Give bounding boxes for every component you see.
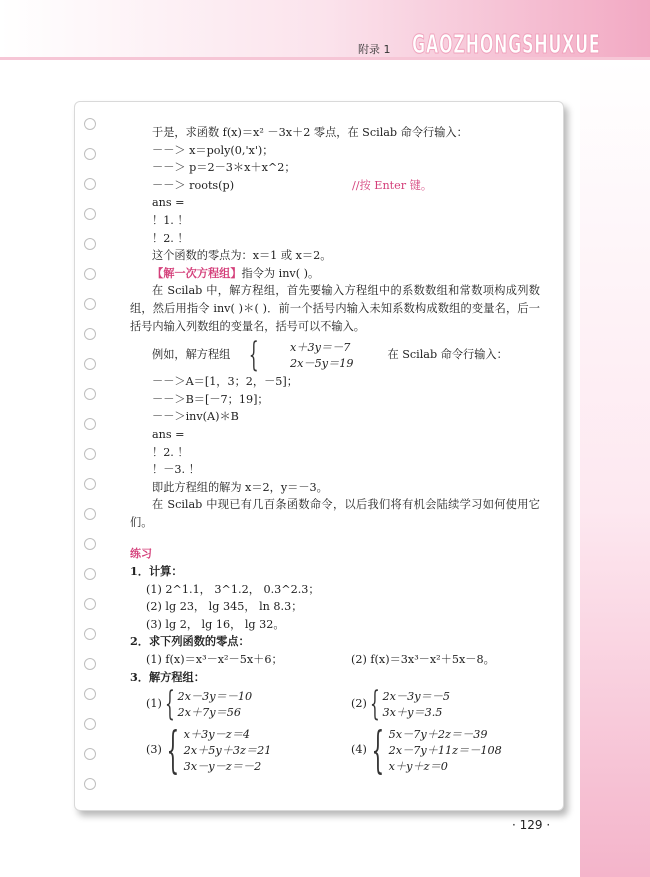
command-text: －－＞ roots(p): [152, 178, 235, 192]
binder-hole: [84, 268, 96, 280]
exercise-item: (1) f(x)＝x³－x²－5x＋6；: [146, 653, 283, 667]
output-line: ！1. ！: [152, 213, 189, 227]
equation: 5x－7y＋2z＝－39: [388, 728, 488, 742]
binder-hole: [84, 148, 96, 160]
paragraph: 在 Scilab 中，解方程组，首先要输入方程组中的系数数组和常数项构成列数组，然后用指令 inv( )＊( )．前一个括号内输入未知系数构成数组的变量名，后一括号内输入列数组的变量名，括号可以不输入。: [130, 284, 540, 333]
equation: x＋y＋z＝0: [388, 760, 448, 774]
system-item: [351, 721, 502, 780]
exercise-item: (2) f(x)＝3x³－x²＋5x－8。: [351, 653, 495, 667]
exercise-item: (1) 2^1.1， 3^1.2， 0.3^2.3；: [146, 582, 320, 596]
system-label: (2): [351, 697, 367, 711]
output-line: ans =: [152, 427, 185, 441]
header-brand: GAOZHONGSHUXUE: [412, 30, 601, 60]
exercise-question: 2．求下列函数的零点：: [130, 634, 250, 649]
system-equations: [383, 688, 451, 720]
command-line: －－＞A＝[1，3；2，－5]；: [152, 375, 298, 389]
binder-hole: [84, 748, 96, 760]
command-line: －－＞ p＝2－3＊x＋x^2；: [152, 161, 296, 175]
system-item: [351, 684, 451, 725]
brace-symbol: {: [166, 721, 180, 780]
command-line: －－＞inv(A)＊B: [152, 410, 239, 424]
command-line: [130, 177, 540, 195]
equation: 3x＋y＝3.5: [382, 706, 443, 720]
binder-hole: [84, 778, 96, 790]
brace-symbol: {: [249, 335, 259, 376]
binder-hole: [84, 298, 96, 310]
header-label: 附录 1: [358, 43, 391, 56]
output-line: ！2. ！: [152, 445, 189, 459]
output-line: ans =: [152, 196, 185, 210]
output-line: ！2. ！: [152, 231, 189, 245]
brace-symbol: {: [164, 684, 175, 725]
output-line: ！－3. ！: [152, 463, 200, 477]
binder-hole: [84, 628, 96, 640]
example-suffix: 在 Scilab 命令行输入：: [387, 348, 508, 362]
system-item: [146, 684, 351, 725]
exercise-row: [130, 651, 540, 669]
example-prefix: 例如，解方程组: [152, 348, 231, 362]
system-row: [130, 721, 540, 780]
binder-hole: [84, 418, 96, 430]
system-row: [130, 684, 540, 725]
command-line: －－＞ x＝poly(0,'x')；: [152, 143, 274, 157]
equation: 2x－5y＝19: [289, 357, 354, 371]
binder-hole: [84, 538, 96, 550]
right-decor-strip: [580, 60, 650, 877]
equation: 3x－y－z＝－2: [183, 760, 262, 774]
binder-hole: [84, 598, 96, 610]
brace-symbol: {: [369, 684, 380, 725]
binder-hole: [84, 718, 96, 730]
binder-hole: [84, 208, 96, 220]
page-number: · 129 ·: [512, 818, 551, 832]
system-label: (1): [146, 697, 162, 711]
exercise-item: (3) lg 2， lg 16， lg 32。: [146, 617, 285, 631]
paragraph: 在 Scilab 中现已有几百条函数命令，以后我们将有机会陆续学习如何使用它们。: [130, 498, 540, 529]
system-equations: [178, 688, 253, 720]
system-equations: [184, 726, 272, 774]
equation: 2x－3y＝－10: [177, 690, 253, 704]
system-item: [146, 721, 351, 780]
section-title-rest: 指令为 inv( )。: [241, 266, 320, 280]
binder-hole: [84, 568, 96, 580]
conclusion-text: 这个函数的零点为：x＝1 或 x＝2。: [152, 249, 332, 263]
binder-hole: [84, 508, 96, 520]
exercise-item: (2) lg 23， lg 345， ln 8.3；: [146, 600, 303, 614]
intro-text: 于是，求函数 f(x)＝x² －3x＋2 零点，在 Scilab 命令行输入：: [152, 126, 468, 139]
binder-hole: [84, 688, 96, 700]
exercise-question: 1．计算：: [130, 564, 183, 579]
binder-hole: [84, 658, 96, 670]
binder-hole: [84, 358, 96, 370]
solution-text: 即此方程组的解为 x＝2，y＝－3。: [152, 480, 328, 494]
equation: x＋3y－z＝4: [183, 728, 250, 742]
equation: 2x＋5y＋3z＝21: [183, 744, 272, 758]
section-title: 【解一次方程组】: [152, 265, 242, 280]
command-comment: //按 Enter 键。: [352, 178, 433, 192]
command-line: －－＞B＝[－7；19]；: [152, 392, 269, 406]
exercise-question: 3．解方程组：: [130, 669, 205, 684]
system-label: (3): [146, 743, 162, 757]
binder-hole: [84, 388, 96, 400]
system-label: (4): [351, 743, 367, 757]
example-system: [130, 335, 540, 376]
exercise-title: 练习: [130, 547, 152, 561]
example-equations: [268, 339, 353, 371]
equation: 2x－3y＝－5: [382, 690, 451, 704]
brace-symbol: {: [371, 721, 385, 780]
binder-hole: [84, 448, 96, 460]
binder-hole: [84, 238, 96, 250]
section-heading: [130, 265, 540, 283]
binder-hole: [84, 328, 96, 340]
binder-holes: [84, 118, 100, 808]
equation: 2x＋7y＝56: [177, 706, 241, 720]
equation: 2x－7y＋11z＝－108: [388, 744, 502, 758]
system-equations: [389, 726, 502, 774]
binder-hole: [84, 118, 96, 130]
binder-hole: [84, 178, 96, 190]
equation: x＋3y＝－7: [289, 341, 351, 355]
page-content: [130, 124, 540, 780]
binder-hole: [84, 478, 96, 490]
